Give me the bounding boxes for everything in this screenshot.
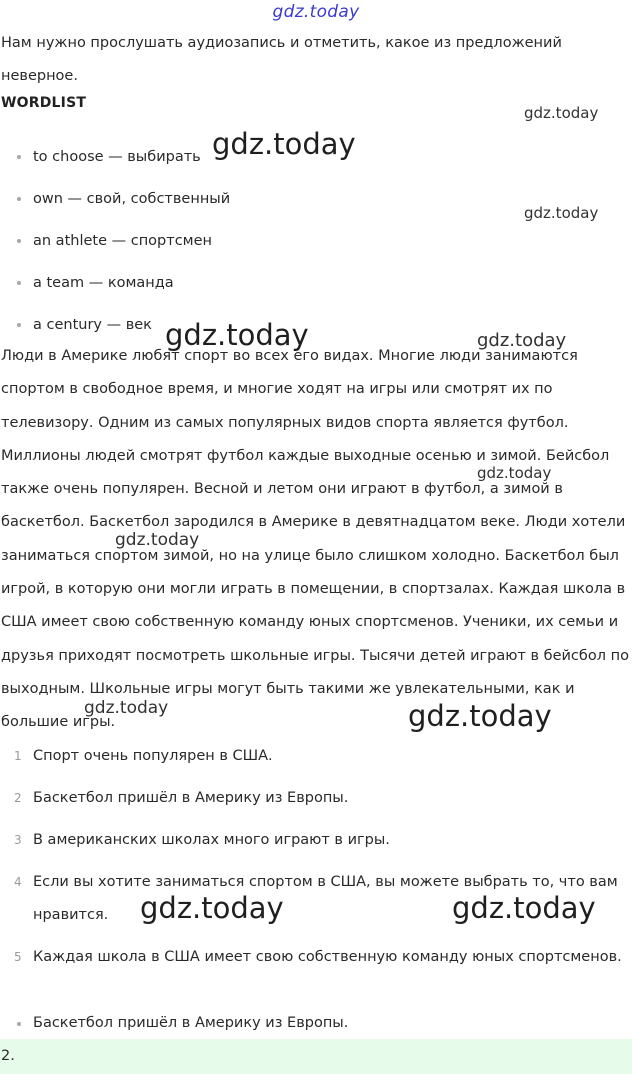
statement-number: 3: [14, 833, 22, 847]
statement-text: Каждая школа в США имеет свою собственную команду юных спортсменов.: [33, 949, 622, 965]
statements-list: [0, 740, 632, 983]
watermark: gdz.today: [165, 318, 309, 352]
statement-item: [0, 824, 623, 857]
wordlist: [0, 141, 632, 351]
site-logo[interactable]: gdz.today: [272, 2, 360, 22]
wordlist-item: a team — команда: [0, 267, 632, 309]
watermark: gdz.today: [477, 464, 552, 482]
statement-item: [0, 866, 623, 932]
watermark: gdz.today: [452, 891, 596, 925]
wordlist-item: to choose — выбирать: [0, 141, 632, 183]
watermark: gdz.today: [408, 699, 552, 733]
statement-text: Если вы хотите заниматься спортом в США, вы можете выбрать то, что вам нравится.: [33, 874, 618, 923]
wordlist-item: an athlete — спортсмен: [0, 225, 632, 267]
wordlist-item: own — свой, собственный: [0, 183, 632, 225]
watermark: gdz.today: [212, 127, 356, 161]
statement-text: В американских школах много играют в игры.: [33, 832, 390, 848]
task-intro: Нам нужно прослушать аудиозапись и отметить, какое из предложений неверное.: [1, 35, 562, 85]
statement-text: Баскетбол пришёл в Америку из Европы.: [33, 790, 349, 806]
statement-number: 2: [14, 791, 22, 805]
watermark: gdz.today: [115, 530, 200, 550]
statement-number: 1: [14, 749, 22, 763]
statement-text: Спорт очень популярен в США.: [33, 748, 273, 764]
watermark: gdz.today: [524, 204, 599, 222]
wordlist-title: WORDLIST: [1, 95, 87, 111]
watermark: gdz.today: [477, 330, 567, 351]
statement-item: [0, 941, 623, 974]
watermark: gdz.today: [140, 891, 284, 925]
statement-number: 4: [14, 875, 22, 889]
answer-item: Баскетбол пришёл в Америку из Европы.: [0, 1007, 632, 1040]
wordlist-item: a century — век: [0, 309, 632, 351]
statement-number: 5: [14, 950, 22, 964]
story-text: Люди в Америке любят спорт во всех его видах. Многие люди занимаются спортом в свободное время, и многие ходят на игры или смотрят их по телевизору. Одним из самых популярных видов спорта является футбол. Миллионы людей смотрят футбол каждые выходные осенью и зимой. Бейсбол также очень популярен. Весной и летом они играют в футбол, а зимой в баскетбол. Баскетбол зародился в Америке в девятнадцатом веке. Люди хотели заниматься спортом зимой, но на улице было слишком холодно. Баскетбол был игрой, в которую они могли играть в помещении, в спортзалах. Каждая школа в США имеет свою собственную команду юных спортсменов. Ученики, их семьи и друзья приходят посмотреть школьные игры. Тысячи детей играют в бейсбол по выходным. Школьные игры могут быть такими же увлекательными, как и большие игры.: [1, 348, 629, 731]
watermark: gdz.today: [84, 698, 169, 718]
statement-item: [0, 740, 623, 773]
statement-item: [0, 782, 623, 815]
watermark: gdz.today: [524, 104, 599, 122]
next-section-bar: 2.: [0, 1039, 632, 1074]
